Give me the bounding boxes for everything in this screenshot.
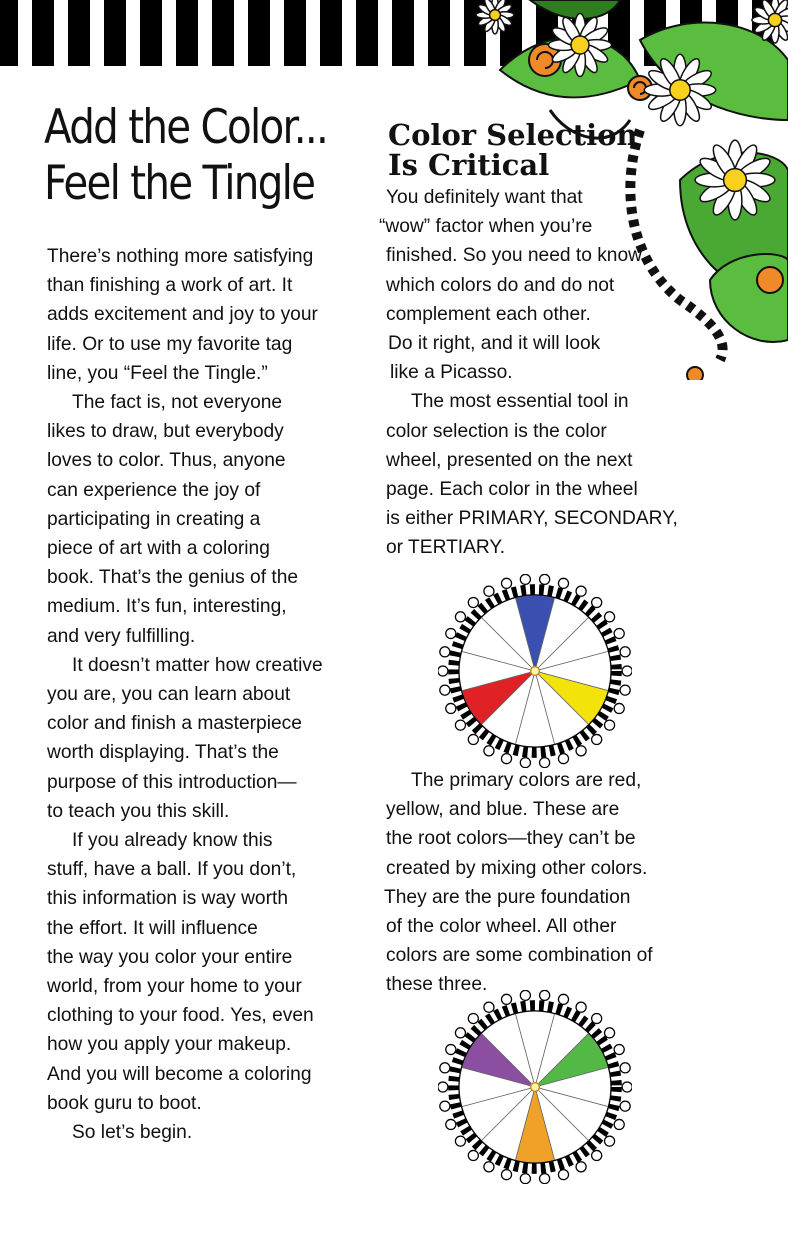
text-line: worth displaying. That’s the: [47, 742, 279, 764]
text-line: to teach you this skill.: [47, 800, 230, 822]
text-line: Do it right, and it will look: [388, 333, 601, 355]
scallop-edge: [446, 703, 456, 713]
scallop-edge: [614, 1044, 624, 1054]
scallop-edge: [440, 685, 450, 695]
text-line: which colors do and do not: [386, 274, 615, 296]
scallop-edge: [605, 1028, 615, 1038]
scallop-edge: [558, 754, 568, 764]
scallop-edge: [468, 1150, 478, 1160]
scallop-edge: [540, 990, 550, 1000]
stripe: [140, 0, 162, 66]
stripe: [284, 0, 306, 66]
scallop-edge: [438, 1082, 448, 1092]
right-text-column-bottom: [386, 766, 696, 1000]
text-line: life. Or to use my favorite tag: [47, 333, 293, 355]
title-line: Add the Color...: [44, 100, 328, 155]
text-line: You definitely want that: [386, 187, 583, 208]
scallop-edge: [440, 1101, 450, 1111]
scallop-edge: [592, 734, 602, 744]
stripe: [104, 0, 126, 66]
scallop-edge: [520, 574, 530, 584]
scallop-edge: [455, 1028, 465, 1038]
scallop-edge: [605, 1136, 615, 1146]
text-line: medium. It’s fun, interesting,: [47, 596, 287, 618]
scallop-edge: [605, 720, 615, 730]
scallop-edge: [455, 612, 465, 622]
scallop-edge: [446, 1119, 456, 1129]
text-line: you are, you can learn about: [47, 684, 291, 706]
text-line: The most essential tool in: [411, 391, 629, 413]
text-line: like a Picasso.: [390, 362, 513, 384]
text-line: this information is way worth: [47, 888, 288, 910]
stripe: [0, 0, 18, 66]
scallop-edge: [468, 1013, 478, 1023]
text-line: yellow, and blue. These are: [386, 799, 620, 821]
scallop-edge: [576, 746, 586, 756]
text-line: purpose of this introduction—: [47, 771, 297, 793]
scallop-edge: [520, 990, 530, 1000]
stripe: [176, 0, 198, 66]
scallop-edge: [501, 754, 511, 764]
text-line: The primary colors are red,: [411, 770, 642, 791]
scallop-edge: [468, 734, 478, 744]
section-heading: [388, 120, 668, 180]
scallop-edge: [558, 1170, 568, 1180]
scallop-edge: [468, 597, 478, 607]
stripe: [248, 0, 270, 66]
text-line: color and finish a masterpiece: [47, 713, 302, 735]
stripe: [320, 0, 342, 66]
text-line: participating in creating a: [47, 508, 261, 530]
scallop-edge: [501, 1170, 511, 1180]
scallop-edge: [576, 1002, 586, 1012]
stripe: [212, 0, 234, 66]
scallop-edge: [592, 1013, 602, 1023]
left-text-column: [47, 242, 367, 1147]
primary-color-wheel: [438, 574, 632, 768]
scallop-edge: [484, 746, 494, 756]
text-line: or TERTIARY.: [386, 537, 506, 559]
text-line: The fact is, not everyone: [72, 392, 283, 414]
title-line: Feel the Tingle: [44, 156, 315, 211]
text-line: color selection is the color: [386, 420, 607, 442]
text-line: wheel, presented on the next: [386, 449, 633, 471]
text-line: is either PRIMARY, SECONDARY,: [386, 508, 678, 530]
stripe: [356, 0, 378, 66]
scallop-edge: [520, 1174, 530, 1184]
scallop-edge: [622, 1082, 632, 1092]
text-line: colors are some combination of: [386, 945, 653, 967]
text-line: “wow” factor when you’re: [379, 216, 593, 238]
text-line: If you already know this: [72, 830, 273, 852]
scallop-edge: [440, 1063, 450, 1073]
text-line: line, you “Feel the Tingle.”: [47, 362, 268, 384]
rose-icon: [757, 267, 783, 293]
text-line: piece of art with a coloring: [47, 538, 270, 560]
scallop-edge: [484, 586, 494, 596]
text-line: It doesn’t matter how creative: [72, 654, 323, 676]
text-line: of the color wheel. All other: [386, 916, 617, 938]
scallop-edge: [484, 1002, 494, 1012]
text-line: There’s nothing more satisfying: [47, 246, 314, 267]
text-line: They are the pure foundation: [384, 886, 631, 908]
scallop-edge: [620, 1063, 630, 1073]
text-line: world, from your home to your: [47, 976, 302, 998]
text-line: adds excitement and joy to your: [47, 304, 318, 326]
scallop-edge: [620, 685, 630, 695]
text-line: book guru to boot.: [47, 1092, 202, 1114]
scallop-edge: [622, 666, 632, 676]
text-line: can experience the joy of: [47, 479, 261, 501]
heading-line: Color Selection: [388, 118, 638, 152]
text-line: how you apply your makeup.: [47, 1034, 292, 1056]
text-line: page. Each color in the wheel: [386, 479, 638, 501]
scallop-edge: [540, 1174, 550, 1184]
leaf-icon: [710, 254, 788, 342]
daisy-icon: [476, 0, 514, 34]
scallop-edge: [501, 994, 511, 1004]
scallop-edge: [438, 666, 448, 676]
scallop-edge: [576, 586, 586, 596]
scallop-edge: [576, 1162, 586, 1172]
right-text-column-top: [379, 183, 686, 563]
text-line: finished. So you need to know: [386, 245, 643, 267]
scallop-edge: [614, 703, 624, 713]
text-line: And you will become a coloring: [47, 1063, 312, 1085]
stripe: [68, 0, 90, 66]
scallop-edge: [614, 628, 624, 638]
scallop-edge: [501, 578, 511, 588]
stripe: [32, 0, 54, 66]
scallop-edge: [592, 597, 602, 607]
text-line: So let’s begin.: [72, 1122, 193, 1144]
scallop-edge: [446, 1044, 456, 1054]
scallop-edge: [540, 574, 550, 584]
scallop-edge: [540, 758, 550, 768]
scallop-edge: [446, 628, 456, 638]
text-line: created by mixing other colors.: [386, 857, 648, 879]
text-line: than finishing a work of art. It: [47, 275, 293, 297]
scallop-edge: [558, 994, 568, 1004]
wheel-center-icon: [531, 1083, 540, 1092]
leaf-icon: [530, 0, 620, 19]
text-line: clothing to your food. Yes, even: [47, 1005, 314, 1027]
text-line: the way you color your entire: [47, 946, 293, 968]
page-title: [44, 100, 328, 212]
wheel-center-icon: [531, 667, 540, 676]
text-line: likes to draw, but everybody: [47, 421, 284, 443]
text-line: and very fulfilling.: [47, 625, 196, 647]
text-line: complement each other.: [386, 303, 591, 325]
text-line: stuff, have a ball. If you don’t,: [47, 859, 297, 881]
scallop-edge: [520, 758, 530, 768]
text-line: book. That’s the genius of the: [47, 567, 299, 589]
scallop-edge: [455, 1136, 465, 1146]
heading-line: Is Critical: [388, 148, 550, 182]
text-line: the root colors—they can’t be: [386, 828, 636, 850]
scallop-edge: [605, 612, 615, 622]
scallop-edge: [440, 647, 450, 657]
scallop-edge: [620, 1101, 630, 1111]
text-line: loves to color. Thus, anyone: [47, 450, 286, 472]
scallop-edge: [614, 1119, 624, 1129]
scallop-edge: [592, 1150, 602, 1160]
secondary-color-wheel: [438, 990, 632, 1184]
scallop-edge: [620, 647, 630, 657]
scallop-edge: [484, 1162, 494, 1172]
scallop-edge: [455, 720, 465, 730]
rose-icon: [687, 367, 703, 380]
scallop-edge: [558, 578, 568, 588]
text-line: these three.: [386, 974, 488, 996]
text-line: the effort. It will influence: [47, 917, 258, 939]
